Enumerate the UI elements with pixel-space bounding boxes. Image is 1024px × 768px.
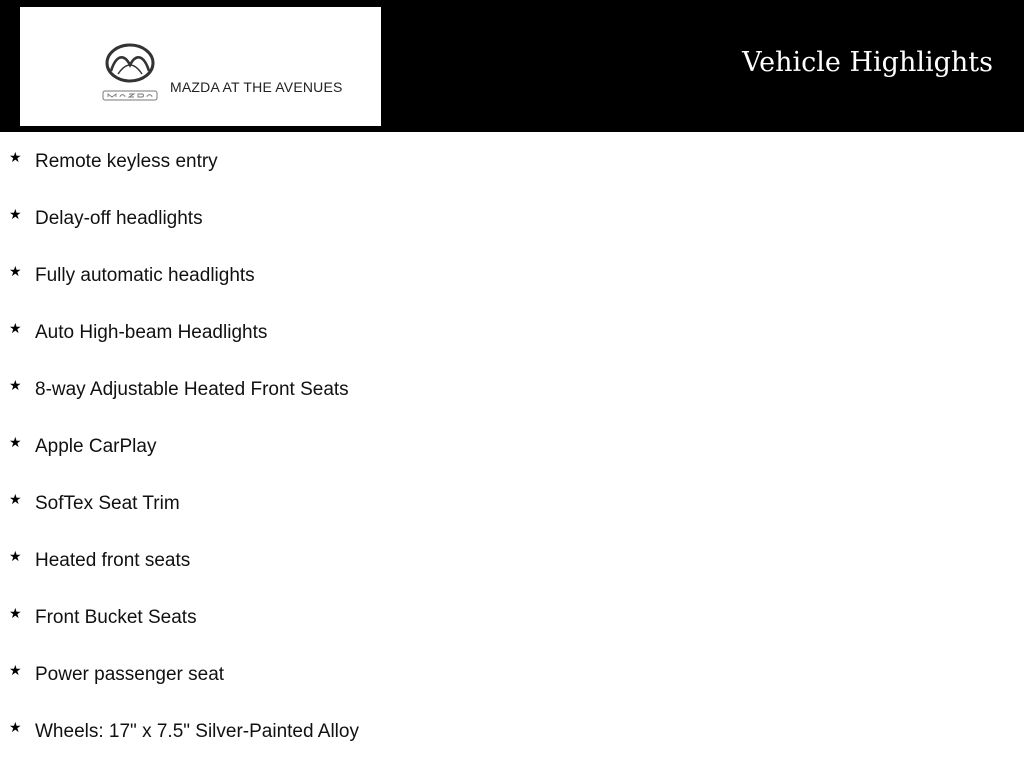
star-icon: ★ — [9, 605, 22, 621]
dealer-logo — [20, 7, 381, 126]
dealer-name: MAZDA AT THE AVENUES — [170, 79, 343, 95]
highlight-label: 8-way Adjustable Heated Front Seats — [35, 379, 349, 400]
page-title: Vehicle Highlights — [742, 47, 993, 78]
highlight-label: Front Bucket Seats — [35, 607, 197, 628]
star-icon: ★ — [9, 263, 22, 279]
list-item — [0, 132, 1024, 189]
star-icon: ★ — [9, 719, 22, 735]
star-icon: ★ — [9, 548, 22, 564]
star-icon: ★ — [9, 377, 22, 393]
highlight-label: Apple CarPlay — [35, 436, 157, 457]
list-item — [0, 588, 1024, 645]
star-icon: ★ — [9, 662, 22, 678]
list-item — [0, 474, 1024, 531]
list-item — [0, 702, 1024, 759]
highlight-label: Fully automatic headlights — [35, 265, 255, 286]
highlight-label: Wheels: 17" x 7.5" Silver-Painted Alloy — [35, 721, 359, 742]
header-bar — [0, 0, 1024, 132]
star-icon: ★ — [9, 320, 22, 336]
list-item — [0, 417, 1024, 474]
highlight-label: Remote keyless entry — [35, 151, 218, 172]
star-icon: ★ — [9, 149, 22, 165]
highlight-label: Heated front seats — [35, 550, 191, 571]
highlight-label: SofTex Seat Trim — [35, 493, 180, 514]
star-icon: ★ — [9, 206, 22, 222]
highlight-label: Power passenger seat — [35, 664, 225, 685]
highlights-list — [0, 132, 1024, 759]
star-icon: ★ — [9, 434, 22, 450]
list-item — [0, 303, 1024, 360]
list-item — [0, 360, 1024, 417]
highlight-label: Delay-off headlights — [35, 208, 203, 229]
highlight-label: Auto High-beam Headlights — [35, 322, 268, 343]
mazda-emblem-icon — [102, 41, 158, 103]
list-item — [0, 645, 1024, 702]
star-icon: ★ — [9, 491, 22, 507]
list-item — [0, 189, 1024, 246]
list-item — [0, 531, 1024, 588]
list-item — [0, 246, 1024, 303]
